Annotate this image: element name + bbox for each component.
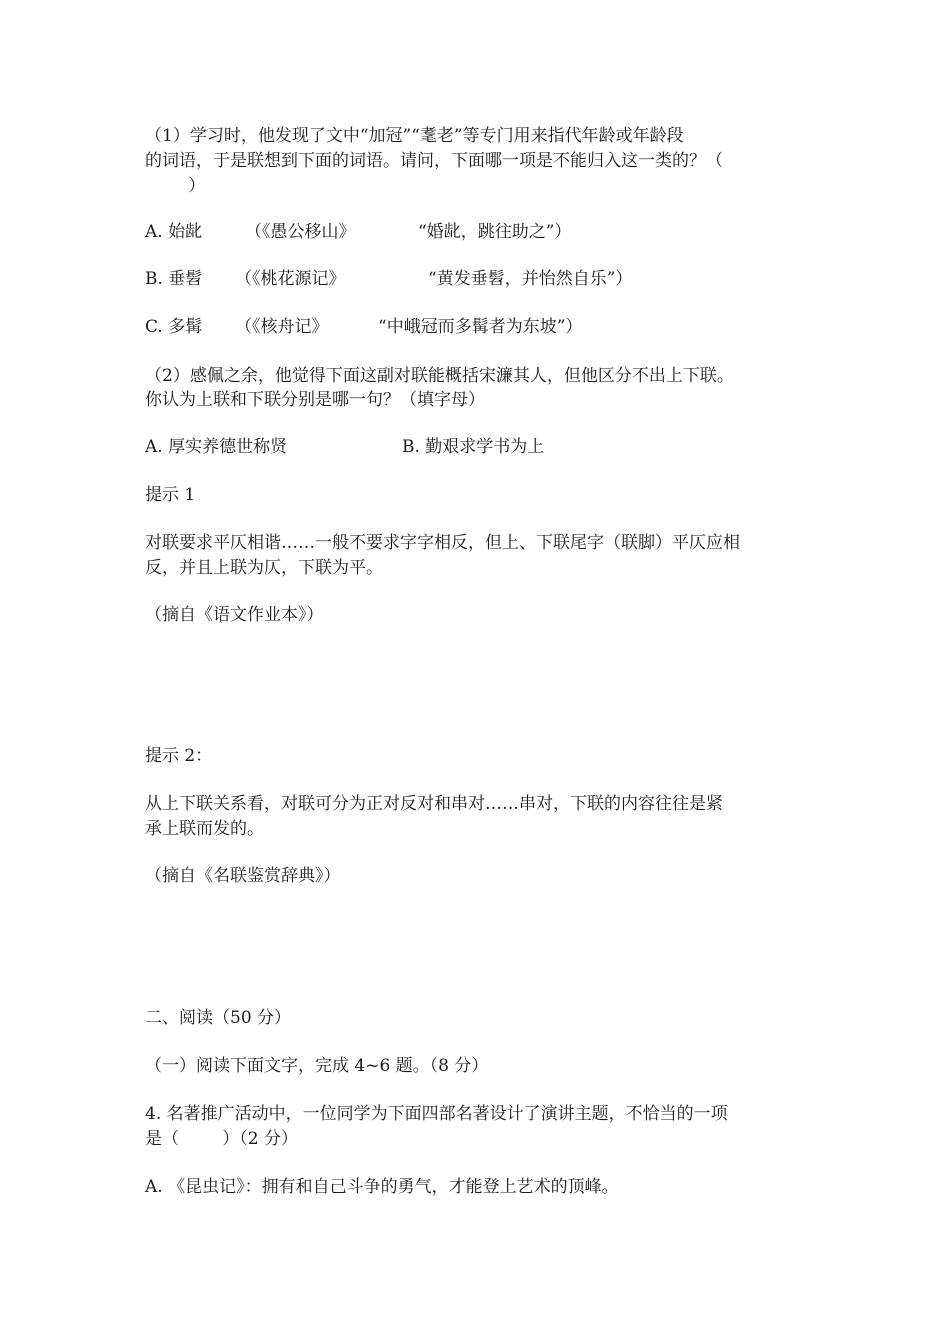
option-source: （《桃花源记》: [235, 269, 346, 289]
option-label: C. 多髯: [145, 317, 203, 337]
q2-option-b: B. 勤艰求学书为上: [402, 437, 545, 457]
q2-line2: 你认为上联和下联分别是哪一句？（填字母）: [145, 390, 485, 410]
option-quote: “婚龀，跳往助之”）: [418, 222, 572, 242]
q1-line1: （1）学习时，他发现了文中“加冠”“耄老”等专门用来指代年龄或年龄段: [145, 126, 684, 146]
q1-line2: 的词语，于是联想到下面的词语。请问，下面哪一项是不能归入这一类的？（: [145, 151, 723, 171]
q2-line1: （2）感佩之余，他觉得下面这副对联能概括宋濂其人，但他区分不出上下联。: [145, 366, 734, 386]
q4-line2: 是（ ）（2 分）: [145, 1129, 298, 1149]
option-source: （《核舟记》: [235, 317, 329, 337]
hint1-source: （摘自《语文作业本》）: [145, 605, 324, 625]
hint2-line2: 承上联而发的。: [145, 819, 264, 839]
option-label: A. 始龀: [145, 222, 203, 242]
option-source: （《愚公移山》: [245, 222, 356, 242]
hint2-line1: 从上下联关系看，对联可分为正对反对和串对……串对，下联的内容往往是紧: [145, 794, 723, 814]
q1-line3: ）: [145, 176, 206, 196]
section2-sub: （一）阅读下面文字，完成 4~6 题。（8 分）: [145, 1056, 489, 1076]
option-quote: “黄发垂髫，并怡然自乐”）: [428, 269, 633, 289]
hint2-title: 提示 2：: [145, 746, 213, 766]
q4-line1: 4. 名著推广活动中，一位同学为下面四部名著设计了演讲主题，不恰当的一项: [145, 1104, 728, 1124]
hint1-line2: 反，并且上联为仄，下联为平。: [145, 558, 383, 578]
q2-option-a: A. 厚实养德世称贤: [145, 437, 288, 457]
option-label: B. 垂髫: [145, 269, 203, 289]
hint1-title: 提示 1: [145, 485, 196, 505]
q4-option-a: A. 《昆虫记》：拥有和自己斗争的勇气，才能登上艺术的顶峰。: [145, 1177, 619, 1197]
hint1-line1: 对联要求平仄相谐……一般不要求字字相反，但上、下联尾字（联脚）平仄应相: [145, 533, 740, 553]
section2-heading: 二、阅读（50 分）: [145, 1008, 292, 1028]
hint2-source: （摘自《名联鉴赏辞典》）: [145, 866, 341, 886]
option-quote: “中峨冠而多髯者为东坡”）: [378, 317, 583, 337]
